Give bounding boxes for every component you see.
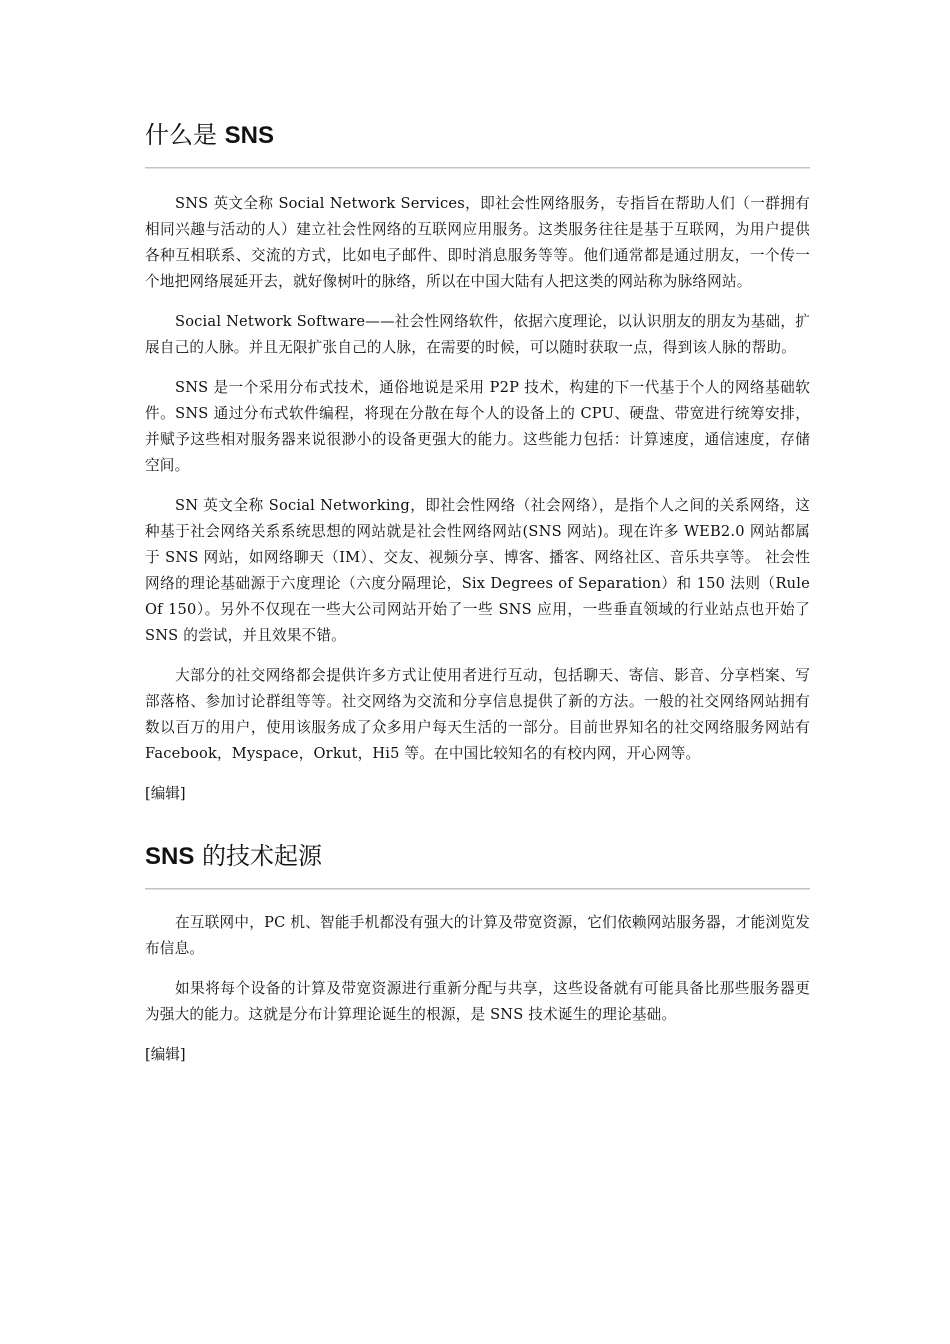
paragraph: SNS 是一个采用分布式技术，通俗地说是采用 P2P 技术，构建的下一代基于个人的网络基础软件。SNS 通过分布式软件编程，将现在分散在每个人的设备上的 CPU、硬盘、带宽进行统筹安排，并赋予这些相对服务器来说很渺小的设备更强大的能力。这些能力包括：计算速度，通信速度，存储空间。 — [145, 379, 810, 474]
paragraph: 在互联网中，PC 机、智能手机都没有强大的计算及带宽资源，它们依赖网站服务器，才能浏览发布信息。 — [145, 914, 810, 957]
document-page — [145, 118, 810, 1068]
section-sns-tech-origin — [145, 839, 810, 1068]
section-title — [145, 839, 810, 874]
edit-link[interactable]: [编辑] — [145, 785, 186, 802]
paragraph: SN 英文全称 Social Networking，即社会性网络（社会网络），是指个人之间的关系网络，这种基于社会网络关系系统思想的网站就是社会性网络网站(SNS 网站)。现在许多 WEB2.0 网站都属于 SNS 网站，如网络聊天（IM）、交友、视频分享、博客、播客、网络社区、音乐共享等。 社会性网络的理论基础源于六度理论（六度分隔理论，Six Degrees of Separation）和 150 法则（Rule Of 150）。另外不仅现在一些大公司网站开始了一些 SNS 应用，一些垂直领域的行业站点也开始了 SNS 的尝试，并且效果不错。 — [145, 497, 810, 644]
section-divider — [145, 167, 810, 169]
title-latin: SNS — [224, 122, 274, 149]
section-title — [145, 118, 810, 153]
section-what-is-sns — [145, 118, 810, 807]
paragraph: 大部分的社交网络都会提供许多方式让使用者进行互动，包括聊天、寄信、影音、分享档案、写部落格、参加讨论群组等等。社交网络为交流和分享信息提供了新的方法。一般的社交网络网站拥有数以百万的用户，使用该服务成了众多用户每天生活的一部分。目前世界知名的社交网络服务网站有 Facebook，Myspace，Orkut，Hi5 等。在中国比较知名的有校内网，开心网等。 — [145, 667, 810, 762]
edit-link[interactable]: [编辑] — [145, 1046, 186, 1063]
title-suffix: 的技术起源 — [194, 842, 322, 870]
title-prefix: 什么是 — [145, 121, 217, 149]
paragraph: Social Network Software——社会性网络软件，依据六度理论，以认识朋友的朋友为基础，扩展自己的人脉。并且无限扩张自己的人脉，在需要的时候，可以随时获取一点，得到该人脉的帮助。 — [145, 313, 810, 356]
paragraph: 如果将每个设备的计算及带宽资源进行重新分配与共享，这些设备就有可能具备比那些服务器更为强大的能力。这就是分布计算理论诞生的根源，是 SNS 技术诞生的理论基础。 — [145, 980, 810, 1023]
paragraph: SNS 英文全称 Social Network Services，即社会性网络服务，专指旨在帮助人们（一群拥有相同兴趣与活动的人）建立社会性网络的互联网应用服务。这类服务往往是基于互联网，为用户提供各种互相联系、交流的方式，比如电子邮件、即时消息服务等等。他们通常都是通过朋友，一个传一个地把网络展延开去，就好像树叶的脉络，所以在中国大陆有人把这类的网站称为脉络网站。 — [145, 195, 810, 290]
title-latin: SNS — [145, 843, 195, 870]
section-divider — [145, 888, 810, 890]
